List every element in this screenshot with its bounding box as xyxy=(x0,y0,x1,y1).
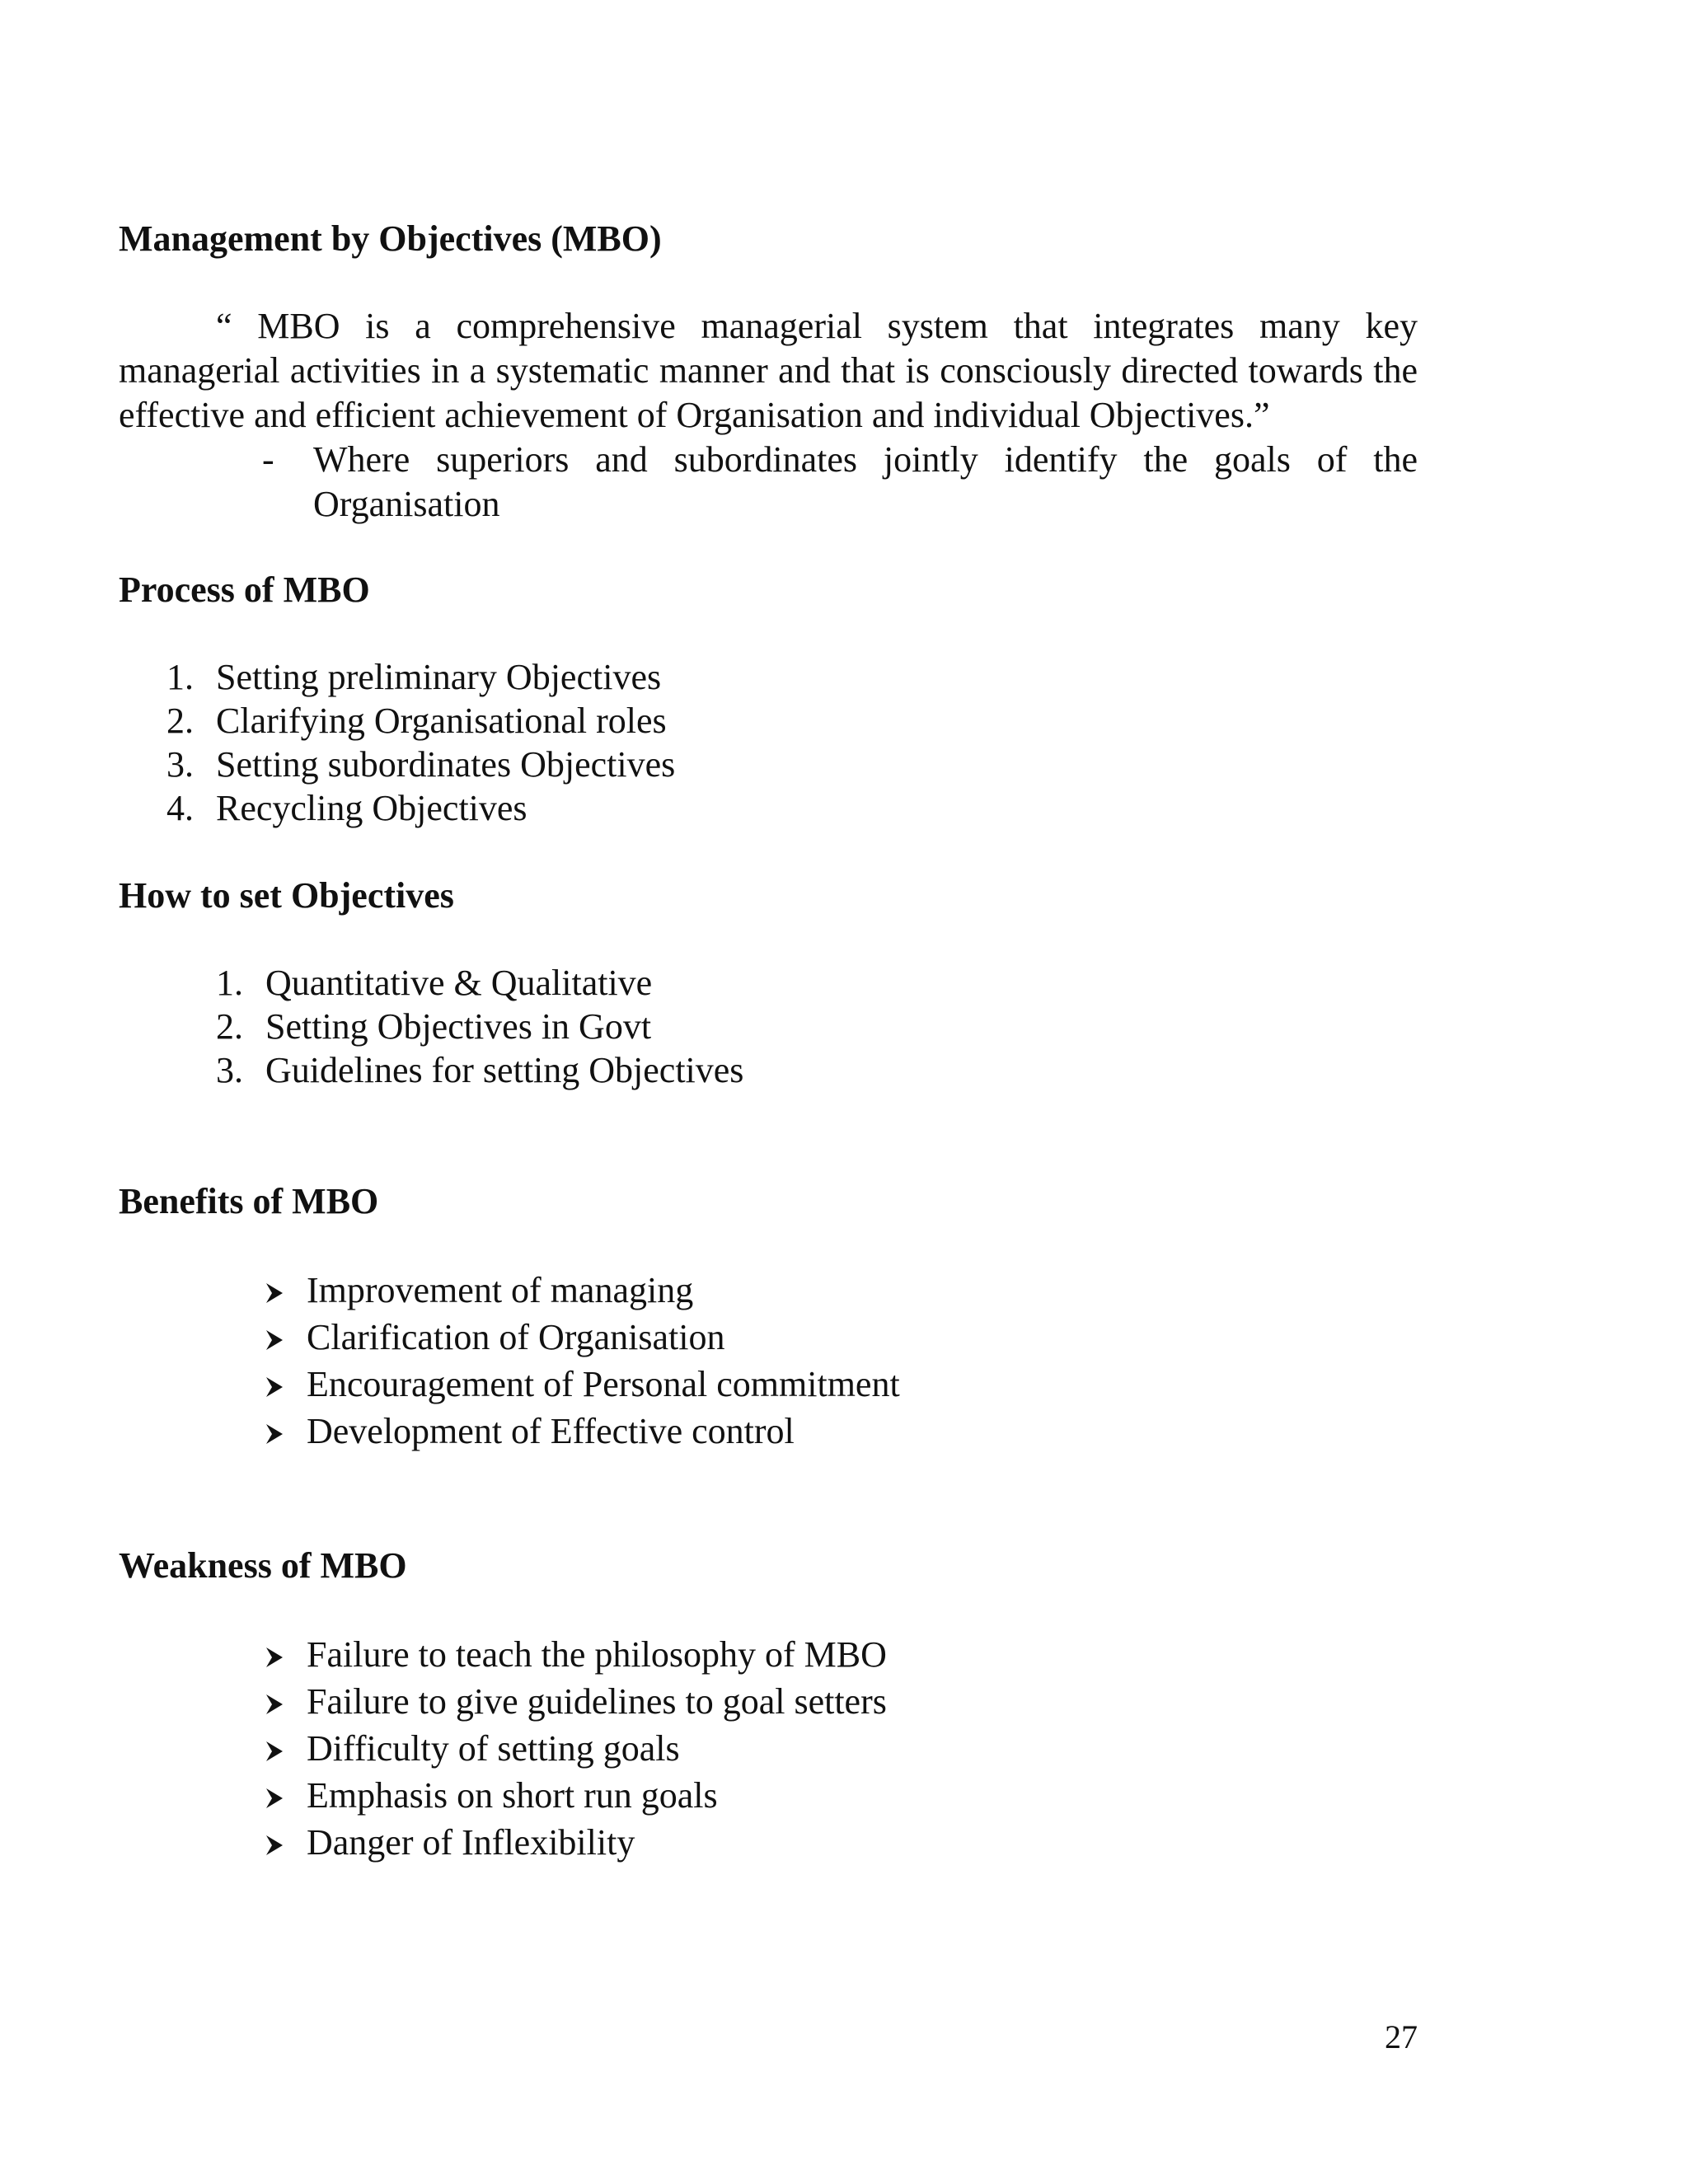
process-list-item-text: Recycling Objectives xyxy=(216,788,528,828)
list-number: 3. xyxy=(166,744,194,785)
dash-marker: - xyxy=(262,439,274,480)
list-number: 4. xyxy=(166,788,194,828)
process-list-item xyxy=(166,786,194,831)
how-to-list-item-text: Setting Objectives in Govt xyxy=(265,1006,652,1047)
how-to-list-item-text: Quantitative & Qualitative xyxy=(265,963,653,1003)
how-to-list-number: 3. xyxy=(216,1050,243,1090)
weakness-item-text: Difficulty of setting goals xyxy=(307,1728,680,1769)
arrowhead-bullet-icon xyxy=(265,1647,284,1668)
benefit-list-item xyxy=(265,1362,900,1407)
mbo-quote-text: “ MBO is a comprehensive managerial system that integrates many key managerial activities in a systematic manner and that is consciously directed towards the effective and efficient achievement of Organisation and individual Objectives.” xyxy=(119,306,1418,435)
benefit-list-item xyxy=(265,1268,693,1313)
weakness-item-text: Failure to teach the philosophy of MBO xyxy=(307,1634,887,1675)
benefit-item-text: Improvement of managing xyxy=(307,1270,694,1310)
benefit-item-text: Encouragement of Personal commitment xyxy=(307,1364,900,1404)
arrowhead-bullet-icon xyxy=(265,1694,284,1715)
arrowhead-bullet-icon xyxy=(265,1788,284,1809)
weakness-item-text: Failure to give guidelines to goal setters xyxy=(307,1681,887,1722)
process-list-item xyxy=(166,655,194,700)
weakness-list-item xyxy=(265,1680,887,1724)
arrowhead-bullet-icon xyxy=(265,1835,284,1856)
weakness-item-text: Emphasis on short run goals xyxy=(307,1775,718,1816)
process-list-item-text: Clarifying Organisational roles xyxy=(216,701,667,741)
process-list-item xyxy=(166,743,194,787)
mbo-definition-quote xyxy=(119,304,1418,438)
weakness-list-item xyxy=(265,1821,635,1865)
how-to-list-item-text: Guidelines for setting Objectives xyxy=(265,1050,744,1090)
arrowhead-bullet-icon xyxy=(265,1423,284,1445)
section-title-how-to-set: How to set Objectives xyxy=(119,875,454,916)
section-title-process: Process of MBO xyxy=(119,569,370,610)
section-title-weakness: Weakness of MBO xyxy=(119,1545,407,1586)
weakness-list-item xyxy=(265,1774,718,1818)
process-list-item xyxy=(166,699,194,743)
benefit-item-text: Clarification of Organisation xyxy=(307,1317,725,1357)
weakness-list-item xyxy=(265,1727,680,1771)
weakness-item-text: Danger of Inflexibility xyxy=(307,1822,635,1863)
arrowhead-bullet-icon xyxy=(265,1282,284,1304)
how-to-list-number: 2. xyxy=(216,1006,243,1047)
how-to-list-number: 1. xyxy=(216,963,243,1003)
arrowhead-bullet-icon xyxy=(265,1741,284,1762)
section-title-mbo: Management by Objectives (MBO) xyxy=(119,218,662,259)
list-number: 1. xyxy=(166,657,194,697)
page-number: 27 xyxy=(1385,2018,1418,2055)
benefit-list-item xyxy=(265,1409,795,1454)
list-number: 2. xyxy=(166,701,194,741)
arrowhead-bullet-icon xyxy=(265,1376,284,1398)
arrowhead-bullet-icon xyxy=(265,1329,284,1351)
process-list-item-text: Setting subordinates Objectives xyxy=(216,744,676,785)
benefit-item-text: Development of Effective control xyxy=(307,1411,795,1451)
dash-item-text: Where superiors and subordinates jointly identify the goals of the Organisation xyxy=(313,439,1418,524)
section-title-benefits: Benefits of MBO xyxy=(119,1181,379,1221)
process-list-item-text: Setting preliminary Objectives xyxy=(216,657,662,697)
weakness-list-item xyxy=(265,1633,887,1677)
benefit-list-item xyxy=(265,1315,725,1360)
